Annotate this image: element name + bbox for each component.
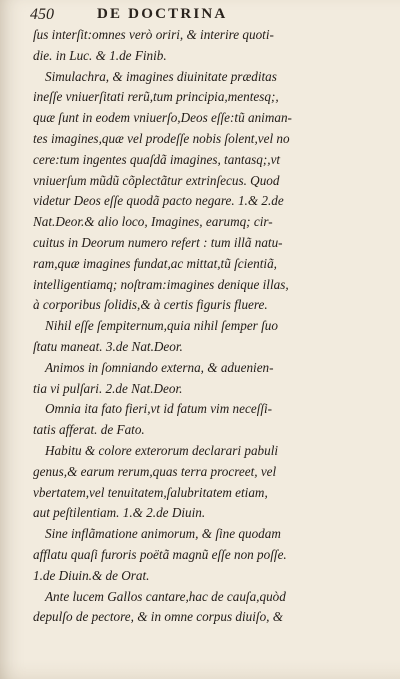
text-line: Ante lucem Gallos cantare,hac de cauſa,quòd xyxy=(45,588,286,604)
text-line: Animos in ſomniando externa, & aduenien- xyxy=(45,359,274,375)
text-line: Nat.Deor.& alio loco, Imagines, earumq; cir- xyxy=(33,214,273,230)
text-line: à corporibus ſolidis,& à certis figuris fluere. xyxy=(33,297,268,313)
text-line: ram,quæ imagines fundat,ac mittat,tũ ſcientiã, xyxy=(33,255,277,271)
text-line: Simulachra, & imagines diuinitate præditas xyxy=(45,68,277,84)
text-line: 1.de Diuin.& de Orat. xyxy=(33,567,150,583)
running-title: DE DOCTRINA xyxy=(97,6,228,22)
text-line: depulſo de pectore, & in omne corpus diuiſo, & xyxy=(33,609,284,625)
text-line: tes imagines,quæ vel prodeſſe nobis ſolent,vel no xyxy=(33,130,290,146)
text-line: Sine inflãmatione animorum, & ſine quodam xyxy=(45,526,281,542)
text-line: vniuerſum mũdũ cõplectãtur extrinſecus. Quod xyxy=(33,172,280,188)
text-line: ſus interſit:omnes verò oriri, & interire quoti- xyxy=(33,27,274,42)
text-line: cuitus in Deorum numero refert : tum illã natu- xyxy=(33,234,283,250)
text-line: tia vi pulſari. 2.de Nat.Deor. xyxy=(33,380,183,396)
text-line: tatis afferat. de Fato. xyxy=(33,422,145,438)
text-line: Omnia ita fato fieri,vt id fatum vim neceſſi- xyxy=(45,401,273,417)
text-line: ſtatu maneat. 3.de Nat.Deor. xyxy=(33,338,183,354)
page-bottom-shadow xyxy=(0,659,400,679)
page-header xyxy=(30,3,360,27)
text-line: quæ ſunt in eodem vniuerſo,Deos eſſe:tũ animan- xyxy=(33,110,292,126)
text-line: vbertatem,vel tenuitatem,ſalubritatem etiam, xyxy=(33,484,268,500)
text-line: Habitu & colore exterorum declarari pabuli xyxy=(45,442,279,458)
text-line: afflatu quaſi furoris poëtã magnũ eſſe non poſſe. xyxy=(33,546,287,562)
text-line: videtur Deos eſſe quodã pacto negare. 1.& 2.de xyxy=(33,193,284,209)
text-line: ineſſe vniuerſitati rerũ,tum principia,mentesq;, xyxy=(33,89,279,105)
text-line: intelligentiamq; noſtram:imagines denique illas, xyxy=(33,276,289,292)
text-line: die. in Luc. & 1.de Finib. xyxy=(33,47,167,63)
text-line: aut peſtilentiam. 1.& 2.de Diuin. xyxy=(33,505,206,521)
text-line: Nihil eſſe ſempiternum,quia nihil ſemper ſuo xyxy=(45,318,278,334)
page-number: 450 xyxy=(30,6,54,23)
body-text xyxy=(33,25,368,628)
text-line: genus,& earum rerum,quas terra procreet, vel xyxy=(33,463,277,479)
text-line: cere:tum ingentes quaſdã imagines, tantasq;,vt xyxy=(33,151,281,167)
